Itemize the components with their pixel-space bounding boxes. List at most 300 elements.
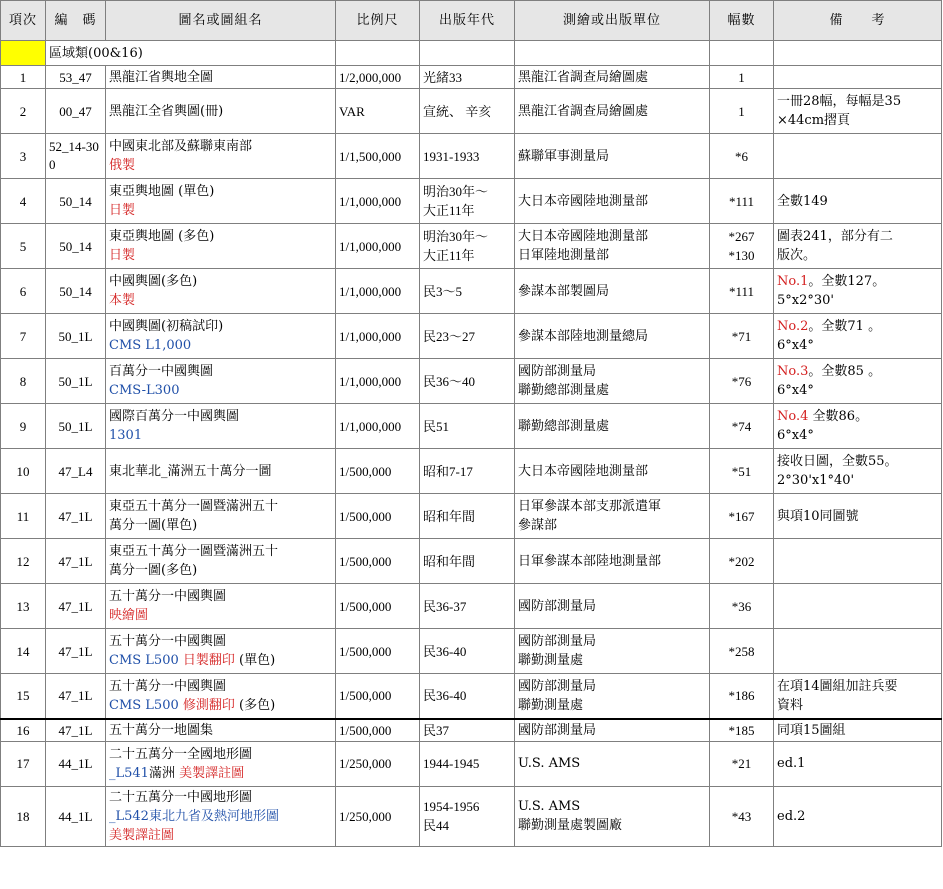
sheets-line1: *167 bbox=[728, 508, 755, 524]
category-marker bbox=[1, 41, 46, 66]
row-name bbox=[106, 359, 336, 404]
sheets-line1: *43 bbox=[731, 808, 752, 824]
table-row bbox=[1, 449, 942, 494]
note-line1: 同項15圖組 bbox=[777, 722, 846, 738]
unit-line2: 聯勤測量處製圖廠 bbox=[518, 818, 623, 833]
name-line1: 中國輿圖(初稿試印) bbox=[109, 319, 224, 334]
row-notes bbox=[774, 404, 942, 449]
sheets-line1: *76 bbox=[731, 373, 752, 389]
row-notes bbox=[774, 674, 942, 719]
row-number: 2 bbox=[1, 89, 46, 134]
unit-line1: 聯勤總部測量處 bbox=[518, 418, 610, 434]
name-line2: 映繪圖 bbox=[109, 608, 149, 623]
year-line2: 民44 bbox=[423, 818, 450, 833]
table-row bbox=[1, 584, 942, 629]
name-line1: 東亞輿地圖 (多色) bbox=[109, 229, 215, 244]
year-line1: 民36-37 bbox=[423, 598, 467, 614]
name-line1: 國際百萬分一中國輿圖 bbox=[109, 409, 240, 424]
year-line1: 民36-40 bbox=[423, 643, 467, 659]
name-line2: CMS-L300 bbox=[109, 383, 180, 398]
row-scale: 1/500,000 bbox=[336, 719, 420, 742]
year-line1: 1954-1956 bbox=[423, 799, 480, 814]
note-line2: 版次。 bbox=[777, 248, 817, 263]
note-line2: ×44cm摺頁 bbox=[777, 113, 851, 128]
row-code: 50_1L bbox=[46, 404, 106, 449]
note-line1: ed.2 bbox=[777, 808, 806, 824]
row-notes bbox=[774, 629, 942, 674]
note-line2: 6°x4° bbox=[777, 338, 814, 353]
name-line2-red: 修測翻印 bbox=[178, 697, 235, 713]
unit-line2: 聯勤測量處 bbox=[518, 653, 584, 668]
row-year bbox=[420, 404, 515, 449]
row-year bbox=[420, 584, 515, 629]
row-name bbox=[106, 629, 336, 674]
note-line2: 5°x2°30' bbox=[777, 293, 834, 308]
year-line1: 民36-40 bbox=[423, 688, 467, 704]
row-number: 16 bbox=[1, 719, 46, 742]
header-row bbox=[1, 1, 942, 41]
row-code: 47_1L bbox=[46, 584, 106, 629]
unit-line1: 大日本帝國陸地測量部 bbox=[518, 463, 649, 479]
table-row bbox=[1, 66, 942, 89]
unit-line1: 大日本帝國陸地測量部 bbox=[518, 193, 649, 209]
unit-line1: 參謀本部陸地測量總局 bbox=[518, 328, 649, 344]
row-year bbox=[420, 89, 515, 134]
note-line1: 。全數85 。 bbox=[808, 364, 882, 379]
sheets-line1: *36 bbox=[731, 598, 752, 614]
col-header-no: 項次 bbox=[1, 1, 46, 41]
row-scale: 1/500,000 bbox=[336, 674, 420, 719]
row-sheets bbox=[710, 584, 774, 629]
row-unit bbox=[515, 134, 710, 179]
row-unit bbox=[515, 539, 710, 584]
row-notes bbox=[774, 449, 942, 494]
row-notes bbox=[774, 494, 942, 539]
row-code: 00_47 bbox=[46, 89, 106, 134]
unit-line2: 聯勤測量處 bbox=[518, 697, 584, 713]
row-notes bbox=[774, 314, 942, 359]
row-scale: 1/1,500,000 bbox=[336, 134, 420, 179]
name-line1: 東亞五十萬分一圖暨滿洲五十 bbox=[109, 544, 279, 559]
row-unit bbox=[515, 224, 710, 269]
table-row bbox=[1, 359, 942, 404]
sheets-line1: *71 bbox=[731, 328, 752, 344]
year-line1: 明治30年～ bbox=[423, 229, 489, 244]
row-notes bbox=[774, 539, 942, 584]
row-unit bbox=[515, 786, 710, 846]
row-number: 14 bbox=[1, 629, 46, 674]
name-line2: 萬分一圖(多色) bbox=[109, 563, 198, 578]
row-number: 7 bbox=[1, 314, 46, 359]
row-unit bbox=[515, 449, 710, 494]
row-sheets bbox=[710, 89, 774, 134]
row-code: 50_14 bbox=[46, 179, 106, 224]
row-name bbox=[106, 89, 336, 134]
unit-line1: U.S. AMS bbox=[518, 799, 581, 814]
table-row bbox=[1, 719, 942, 742]
year-line1: 昭和年間 bbox=[423, 553, 476, 569]
row-sheets bbox=[710, 66, 774, 89]
row-name bbox=[106, 674, 336, 719]
name-line2: 俄製 bbox=[109, 158, 136, 173]
table-row bbox=[1, 179, 942, 224]
row-unit bbox=[515, 674, 710, 719]
row-code: 50_14 bbox=[46, 224, 106, 269]
name-line1: 二十五萬分一全國地形圖 bbox=[109, 746, 253, 762]
year-line1: 1944-1945 bbox=[423, 756, 480, 771]
name-line2: 日製 bbox=[109, 203, 136, 218]
row-notes bbox=[774, 269, 942, 314]
row-year bbox=[420, 66, 515, 89]
sheets-line1: *186 bbox=[728, 688, 755, 704]
name-line2: 日製 bbox=[109, 248, 136, 263]
name-line2: _L541 bbox=[109, 765, 149, 781]
row-unit bbox=[515, 314, 710, 359]
name-line2: _L542東北九省及熱河地形圖 bbox=[109, 808, 279, 824]
row-name bbox=[106, 786, 336, 846]
col-header-name: 圖名或圖組名 bbox=[106, 1, 336, 41]
row-year bbox=[420, 449, 515, 494]
note-line1: 全數86。 bbox=[808, 409, 869, 424]
name-line2-tail: (單色) bbox=[234, 653, 276, 668]
row-name bbox=[106, 584, 336, 629]
row-scale: 1/1,000,000 bbox=[336, 269, 420, 314]
table-row bbox=[1, 786, 942, 846]
row-sheets bbox=[710, 719, 774, 742]
row-scale: 1/500,000 bbox=[336, 539, 420, 584]
year-line2: 大正11年 bbox=[423, 203, 475, 218]
row-code: 44_1L bbox=[46, 741, 106, 786]
row-scale: 1/1,000,000 bbox=[336, 314, 420, 359]
row-sheets bbox=[710, 449, 774, 494]
name-line3: 美製譯註圖 bbox=[109, 827, 175, 843]
row-sheets bbox=[710, 134, 774, 179]
name-line2: 萬分一圖(單色) bbox=[109, 518, 198, 533]
name-line1: 五十萬分一中國輿圖 bbox=[109, 634, 227, 649]
note-line1: 圖表241，部分有二 bbox=[777, 229, 893, 244]
row-sheets bbox=[710, 629, 774, 674]
sheets-line1: 1 bbox=[738, 69, 745, 85]
row-name bbox=[106, 741, 336, 786]
unit-line2: 日軍陸地測量部 bbox=[518, 248, 610, 263]
row-name bbox=[106, 539, 336, 584]
row-unit bbox=[515, 359, 710, 404]
row-scale: 1/500,000 bbox=[336, 449, 420, 494]
row-unit bbox=[515, 269, 710, 314]
row-notes bbox=[774, 359, 942, 404]
row-name bbox=[106, 719, 336, 742]
row-name bbox=[106, 66, 336, 89]
note-line1: 一冊28幅，每幅是35 bbox=[777, 94, 902, 109]
sheets-line1: 1 bbox=[738, 103, 745, 119]
table-row bbox=[1, 89, 942, 134]
note-line1: 與項10同圖號 bbox=[777, 508, 859, 524]
row-year bbox=[420, 494, 515, 539]
name-line1: 中國輿圖(多色) bbox=[109, 274, 198, 289]
unit-line1: 國防部測量局 bbox=[518, 598, 597, 614]
row-notes bbox=[774, 584, 942, 629]
row-sheets bbox=[710, 224, 774, 269]
unit-line1: 日軍參謀本部支那派遣軍 bbox=[518, 499, 662, 514]
row-unit bbox=[515, 741, 710, 786]
row-scale: 1/500,000 bbox=[336, 629, 420, 674]
year-line1: 民36～40 bbox=[423, 373, 476, 389]
table-row bbox=[1, 224, 942, 269]
name-line1: 黑龍江全省輿圖(冊) bbox=[109, 103, 224, 119]
unit-line1: U.S. AMS bbox=[518, 756, 581, 771]
row-year bbox=[420, 719, 515, 742]
row-year bbox=[420, 629, 515, 674]
note-red: No.4 bbox=[777, 409, 809, 424]
row-unit bbox=[515, 179, 710, 224]
year-line1: 1931-1933 bbox=[423, 148, 480, 164]
row-unit bbox=[515, 584, 710, 629]
table-row bbox=[1, 494, 942, 539]
row-name bbox=[106, 314, 336, 359]
name-line1: 東北華北_滿洲五十萬分一圖 bbox=[109, 463, 272, 479]
row-number: 9 bbox=[1, 404, 46, 449]
table-row bbox=[1, 134, 942, 179]
year-line2: 大正11年 bbox=[423, 248, 475, 263]
col-header-year: 出版年代 bbox=[420, 1, 515, 41]
row-number: 4 bbox=[1, 179, 46, 224]
row-number: 8 bbox=[1, 359, 46, 404]
row-sheets bbox=[710, 539, 774, 584]
row-code: 47_1L bbox=[46, 719, 106, 742]
row-year bbox=[420, 539, 515, 584]
unit-line1: 日軍參謀本部陸地測量部 bbox=[518, 553, 662, 569]
table-row bbox=[1, 269, 942, 314]
unit-line1: 大日本帝國陸地測量部 bbox=[518, 229, 649, 244]
row-notes bbox=[774, 89, 942, 134]
note-red: No.2 bbox=[777, 319, 809, 334]
row-sheets bbox=[710, 674, 774, 719]
row-sheets bbox=[710, 314, 774, 359]
year-line1: 民3～5 bbox=[423, 283, 463, 299]
row-unit bbox=[515, 404, 710, 449]
category-label: 區域類(00&16) bbox=[46, 41, 336, 66]
row-code: 50_14 bbox=[46, 269, 106, 314]
year-line1: 民23～27 bbox=[423, 328, 476, 344]
row-code: 52_14-300 bbox=[46, 134, 106, 179]
row-scale: 1/1,000,000 bbox=[336, 179, 420, 224]
row-sheets bbox=[710, 786, 774, 846]
row-name bbox=[106, 224, 336, 269]
row-year bbox=[420, 786, 515, 846]
sheets-line1: *185 bbox=[728, 722, 755, 738]
sheets-line1: *258 bbox=[728, 643, 755, 659]
row-number: 6 bbox=[1, 269, 46, 314]
table-row bbox=[1, 674, 942, 719]
col-header-unit: 測繪或出版單位 bbox=[515, 1, 710, 41]
sheets-line1: *51 bbox=[731, 463, 752, 479]
name-line1: 東亞輿地圖 (單色) bbox=[109, 184, 215, 199]
row-name bbox=[106, 494, 336, 539]
year-line1: 昭和7-17 bbox=[423, 463, 473, 479]
year-line1: 光緒33 bbox=[423, 69, 463, 85]
row-code: 47_1L bbox=[46, 494, 106, 539]
year-line1: 民37 bbox=[423, 722, 450, 738]
sheets-line1: *21 bbox=[731, 756, 752, 771]
row-notes bbox=[774, 179, 942, 224]
unit-line1: 黑龍江省調查局繪圖處 bbox=[518, 103, 649, 119]
table-row bbox=[1, 539, 942, 584]
row-code: 47_1L bbox=[46, 629, 106, 674]
name-line2-tail: (多色) bbox=[234, 697, 276, 713]
row-number: 1 bbox=[1, 66, 46, 89]
row-notes bbox=[774, 719, 942, 742]
col-header-code: 編 碼 bbox=[46, 1, 106, 41]
row-number: 18 bbox=[1, 786, 46, 846]
note-line2: 2°30'x1°40' bbox=[777, 473, 855, 488]
row-number: 17 bbox=[1, 741, 46, 786]
row-sheets bbox=[710, 179, 774, 224]
note-line1: 。全數127。 bbox=[808, 274, 886, 289]
row-unit bbox=[515, 629, 710, 674]
note-line1: 全數149 bbox=[777, 193, 828, 209]
col-header-notes: 備 考 bbox=[774, 1, 942, 41]
row-unit bbox=[515, 494, 710, 539]
note-line1: 接收日圖，全數55。 bbox=[777, 454, 898, 469]
name-line2: CMS L500 bbox=[109, 697, 179, 713]
unit-line1: 參謀本部製圖局 bbox=[518, 283, 610, 299]
row-number: 5 bbox=[1, 224, 46, 269]
year-line1: 民51 bbox=[423, 418, 450, 434]
year-line1: 昭和年間 bbox=[423, 508, 476, 524]
unit-line1: 國防部測量局 bbox=[518, 364, 597, 379]
table-row bbox=[1, 629, 942, 674]
unit-line1: 國防部測量局 bbox=[518, 678, 597, 694]
note-line1: ed.1 bbox=[777, 756, 806, 771]
row-number: 3 bbox=[1, 134, 46, 179]
sheets-line1: *111 bbox=[728, 193, 755, 209]
name-line2-red: 日製翻印 bbox=[178, 653, 235, 668]
row-year bbox=[420, 134, 515, 179]
row-scale: 1/1,000,000 bbox=[336, 404, 420, 449]
row-code: 50_1L bbox=[46, 359, 106, 404]
row-name bbox=[106, 134, 336, 179]
name-line1: 五十萬分一地圖集 bbox=[109, 722, 214, 738]
row-scale: 1/2,000,000 bbox=[336, 66, 420, 89]
name-line2: 1301 bbox=[109, 428, 143, 443]
row-unit bbox=[515, 719, 710, 742]
row-unit bbox=[515, 89, 710, 134]
row-unit bbox=[515, 66, 710, 89]
sheets-line1: *111 bbox=[728, 283, 755, 299]
row-number: 11 bbox=[1, 494, 46, 539]
row-sheets bbox=[710, 404, 774, 449]
row-scale: 1/1,000,000 bbox=[336, 359, 420, 404]
note-red: No.3 bbox=[777, 364, 809, 379]
row-name bbox=[106, 269, 336, 314]
row-name bbox=[106, 179, 336, 224]
name-line2-red: 美製譯註圖 bbox=[174, 765, 245, 781]
row-year bbox=[420, 314, 515, 359]
row-notes bbox=[774, 66, 942, 89]
year-line1: 宣統、 辛亥 bbox=[423, 103, 492, 119]
row-scale: 1/500,000 bbox=[336, 494, 420, 539]
row-year bbox=[420, 359, 515, 404]
row-notes bbox=[774, 741, 942, 786]
name-line1: 五十萬分一中國輿圖 bbox=[109, 678, 227, 694]
sheets-line2: *130 bbox=[728, 248, 755, 263]
row-number: 15 bbox=[1, 674, 46, 719]
table-row bbox=[1, 404, 942, 449]
note-line1: 在項14圖組加註兵要 bbox=[777, 678, 898, 694]
name-line1: 百萬分一中國輿圖 bbox=[109, 364, 214, 379]
row-code: 53_47 bbox=[46, 66, 106, 89]
row-scale: 1/1,000,000 bbox=[336, 224, 420, 269]
row-notes bbox=[774, 224, 942, 269]
name-line1: 黑龍江省輿地全圖 bbox=[109, 69, 214, 85]
name-line1: 東亞五十萬分一圖暨滿洲五十 bbox=[109, 499, 279, 514]
name-line1: 二十五萬分一中國地形圖 bbox=[109, 789, 253, 805]
unit-line1: 國防部測量局 bbox=[518, 722, 597, 738]
name-line2-mid: 滿洲 bbox=[148, 765, 175, 781]
row-number: 12 bbox=[1, 539, 46, 584]
note-line2: 6°x4° bbox=[777, 383, 814, 398]
row-sheets bbox=[710, 741, 774, 786]
row-year bbox=[420, 674, 515, 719]
row-code: 44_1L bbox=[46, 786, 106, 846]
row-number: 10 bbox=[1, 449, 46, 494]
name-line2: 本製 bbox=[109, 293, 136, 308]
row-notes bbox=[774, 786, 942, 846]
year-line1: 明治30年～ bbox=[423, 184, 489, 199]
row-notes bbox=[774, 134, 942, 179]
row-year bbox=[420, 741, 515, 786]
name-line2: CMS L1,000 bbox=[109, 338, 192, 353]
sheets-line1: *6 bbox=[735, 148, 748, 164]
sheets-line1: *74 bbox=[731, 418, 752, 434]
note-line1: 。全數71 。 bbox=[808, 319, 882, 334]
row-code: 50_1L bbox=[46, 314, 106, 359]
row-year bbox=[420, 224, 515, 269]
note-line2: 6°x4° bbox=[777, 428, 814, 443]
note-line2: 資料 bbox=[777, 697, 804, 713]
row-name bbox=[106, 449, 336, 494]
col-header-scale: 比例尺 bbox=[336, 1, 420, 41]
row-code: 47_L4 bbox=[46, 449, 106, 494]
row-sheets bbox=[710, 359, 774, 404]
row-number: 13 bbox=[1, 584, 46, 629]
row-scale: 1/500,000 bbox=[336, 584, 420, 629]
row-name bbox=[106, 404, 336, 449]
name-line2: CMS L500 bbox=[109, 653, 179, 668]
unit-line2: 參謀部 bbox=[518, 518, 558, 533]
row-scale: VAR bbox=[336, 89, 420, 134]
col-header-sheets: 幅數 bbox=[710, 1, 774, 41]
sheets-line1: *202 bbox=[728, 553, 755, 569]
name-line1: 中國東北部及蘇聯東南部 bbox=[109, 139, 253, 154]
table-row bbox=[1, 741, 942, 786]
note-red: No.1 bbox=[777, 274, 809, 289]
unit-line2: 聯勤總部測量處 bbox=[518, 383, 610, 398]
row-code: 47_1L bbox=[46, 674, 106, 719]
unit-line1: 黑龍江省調查局繪圖處 bbox=[518, 69, 649, 85]
unit-line1: 蘇聯軍事測量局 bbox=[518, 148, 610, 164]
category-row bbox=[1, 41, 942, 66]
row-sheets bbox=[710, 269, 774, 314]
row-year bbox=[420, 179, 515, 224]
table-row bbox=[1, 314, 942, 359]
row-year bbox=[420, 269, 515, 314]
unit-line1: 國防部測量局 bbox=[518, 634, 597, 649]
row-scale: 1/250,000 bbox=[336, 786, 420, 846]
sheets-line1: *267 bbox=[728, 229, 755, 244]
name-line1: 五十萬分一中國輿圖 bbox=[109, 589, 227, 604]
row-code: 47_1L bbox=[46, 539, 106, 584]
